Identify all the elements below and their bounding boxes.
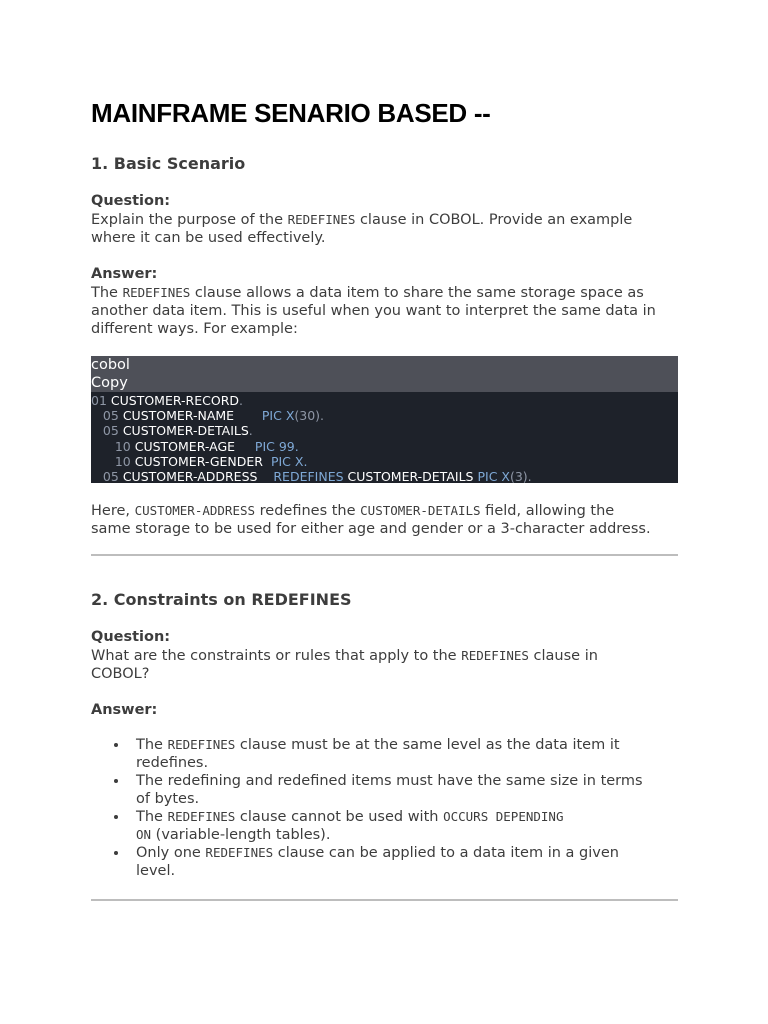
code-token: 10 <box>91 438 135 454</box>
answer-label: Answer: <box>91 702 158 718</box>
constraints-list <box>91 736 678 880</box>
inline-code: REDEFINES <box>461 648 529 663</box>
code-token: PIC 99. <box>254 438 299 454</box>
inline-code: REDEFINES <box>167 809 236 824</box>
code-token <box>234 408 262 423</box>
code-token: 05 <box>91 423 123 439</box>
question-text: Explain the purpose of the REDEFINES clause in COBOL. Provide an example where it can be used effectively. <box>91 212 633 246</box>
code-token: REDEFINES <box>273 468 344 484</box>
code-line <box>91 393 678 408</box>
bullet-icon <box>114 851 118 855</box>
inline-code: CUSTOMER-ADDRESS <box>134 503 256 518</box>
document-title: MAINFRAME SENARIO BASED -- <box>91 98 491 128</box>
code-token <box>235 439 255 454</box>
code-token: PIC X <box>261 408 295 424</box>
code-line <box>91 469 678 484</box>
copy-button[interactable]: Copy <box>91 375 128 391</box>
code-token <box>263 454 271 469</box>
answer-label: Answer: <box>91 266 158 282</box>
bullet-icon <box>114 743 118 747</box>
section-heading-basic-scenario: 1. Basic Scenario <box>91 154 246 173</box>
code-token: PIC X. <box>270 453 308 469</box>
question-label: Question: <box>91 193 171 209</box>
code-token: CUSTOMER-RECORD <box>110 393 240 408</box>
code-line <box>91 439 678 454</box>
explanation-text: Here, CUSTOMER-ADDRESS redefines the CUSTOMER-DETAILS field, allowing the same storage to be used for either age and gender or a 3-character address. <box>91 503 651 537</box>
bullet-icon <box>114 779 118 783</box>
answer-text: The REDEFINES clause allows a data item to share the same storage space as another data item. This is useful when you want to interpret the same data in different ways. For example: <box>91 285 656 337</box>
code-token: . <box>239 393 243 408</box>
inline-code: REDEFINES <box>205 845 274 860</box>
code-token: 05 <box>91 408 123 424</box>
code-token: CUSTOMER-NAME <box>122 408 235 424</box>
code-body <box>91 392 678 484</box>
section-divider <box>91 899 678 901</box>
list-item: The redefining and redefined items must have the same size in terms of bytes. <box>91 772 678 808</box>
code-token: CUSTOMER-GENDER <box>134 453 263 469</box>
inline-code: REDEFINES <box>287 212 356 227</box>
inline-code: OCCURS DEPENDING <box>443 809 564 824</box>
section-divider <box>91 554 678 556</box>
code-token: CUSTOMER-AGE <box>134 438 236 454</box>
list-item: The REDEFINES clause cannot be used with OCCURS DEPENDING ON (variable-length tables). <box>91 808 678 844</box>
code-language-label: cobol <box>91 357 130 373</box>
code-line <box>91 423 678 438</box>
code-token: 10 <box>91 453 135 469</box>
question-text: What are the constraints or rules that apply to the REDEFINES clause in COBOL? <box>91 648 598 682</box>
code-token: CUSTOMER-DETAILS <box>122 423 249 439</box>
code-line <box>91 408 678 423</box>
code-token: CUSTOMER-DETAILS <box>343 468 478 484</box>
inline-code: ON <box>136 827 152 842</box>
inline-code: REDEFINES <box>122 285 191 300</box>
list-item: Only one REDEFINES clause can be applied to a data item in a given level. <box>91 844 678 880</box>
bullet-icon <box>114 815 118 819</box>
list-item: The REDEFINES clause must be at the same level as the data item it redefines. <box>91 736 678 772</box>
question-label: Question: <box>91 629 171 645</box>
code-token: 05 <box>91 468 123 484</box>
code-token: (3). <box>509 468 532 484</box>
code-block <box>91 356 678 483</box>
inline-code: CUSTOMER-DETAILS <box>360 503 481 518</box>
section-heading-constraints: 2. Constraints on REDEFINES <box>91 590 352 609</box>
code-token: 01 <box>91 393 111 408</box>
code-block-header <box>91 356 678 392</box>
code-token <box>257 469 273 484</box>
code-line <box>91 454 678 469</box>
code-token: (30). <box>294 408 325 424</box>
inline-code: REDEFINES <box>167 737 236 752</box>
code-token: . <box>248 423 253 439</box>
code-token: PIC X <box>477 468 510 484</box>
code-token: CUSTOMER-ADDRESS <box>122 468 258 484</box>
